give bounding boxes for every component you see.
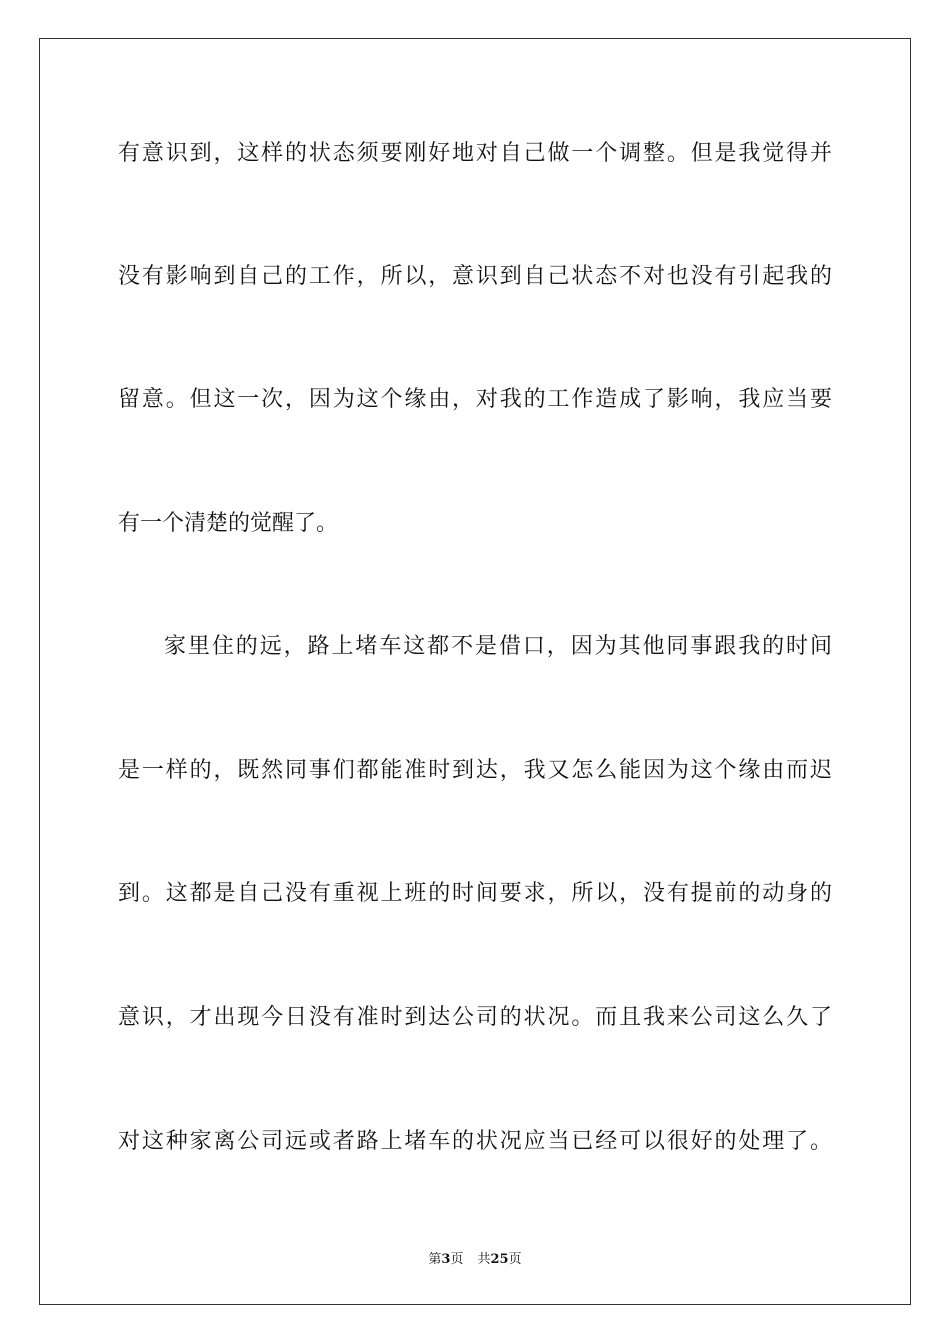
body-line-8: 意识，才出现今日没有准时到达公司的状况。而且我来公司这么久了 bbox=[118, 1005, 832, 1030]
body-line-6: 是一样的，既然同事们都能准时到达，我又怎么能因为这个缘由而迟 bbox=[118, 758, 832, 783]
body-line-5: 家里住的远，路上堵车这都不是借口，因为其他同事跟我的时间 bbox=[164, 634, 832, 659]
body-line-3: 留意。但这一次，因为这个缘由，对我的工作造成了影响，我应当要 bbox=[118, 387, 832, 412]
page-total-prefix: 共 bbox=[477, 1252, 491, 1267]
page-number-prefix: 第 bbox=[428, 1252, 442, 1267]
body-line-1: 有意识到，这样的状态须要刚好地对自己做一个调整。但是我觉得并 bbox=[118, 141, 832, 166]
page-number-current: 3 bbox=[441, 1252, 451, 1267]
body-line-7: 到。这都是自己没有重视上班的时间要求，所以，没有提前的动身的 bbox=[118, 881, 832, 906]
page-border bbox=[39, 38, 911, 1305]
body-line-2: 没有影响到自己的工作，所以，意识到自己状态不对也没有引起我的 bbox=[118, 264, 832, 289]
page-total-suffix: 页 bbox=[508, 1252, 522, 1267]
page-total-count: 25 bbox=[490, 1252, 509, 1267]
page-footer bbox=[0, 1248, 950, 1267]
body-line-4: 有一个清楚的觉醒了。 bbox=[118, 511, 339, 536]
page-number-suffix: 页 bbox=[450, 1252, 464, 1267]
body-line-9: 对这种家离公司远或者路上堵车的状况应当已经可以很好的处理了。 bbox=[118, 1129, 832, 1154]
